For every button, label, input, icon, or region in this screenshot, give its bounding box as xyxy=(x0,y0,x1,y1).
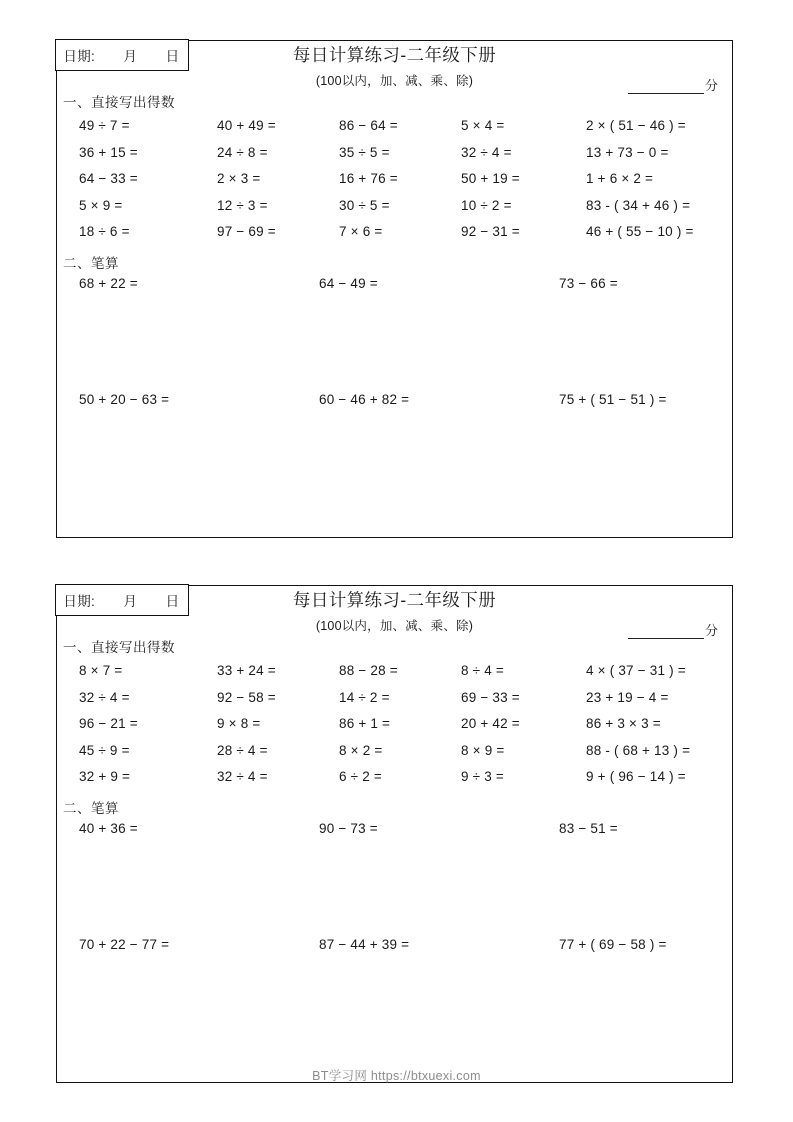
oral-problem[interactable]: 40 + 49 = xyxy=(217,118,276,133)
page-title: 每日计算练习-二年级下册 xyxy=(292,45,497,65)
oral-problem[interactable]: 86 − 64 = xyxy=(339,118,398,133)
oral-problem[interactable]: 88 - ( 68 + 13 ) = xyxy=(586,742,691,758)
oral-problem[interactable]: 32 ÷ 4 = xyxy=(461,144,512,160)
oral-problem[interactable]: 8 × 2 = xyxy=(339,742,383,758)
worksheet-page-1 xyxy=(56,40,733,538)
written-problem[interactable]: 73 − 66 = xyxy=(559,275,618,291)
written-row xyxy=(79,935,732,955)
date-label: 日期: xyxy=(63,49,96,65)
written-answer-space[interactable] xyxy=(79,294,732,390)
oral-problem[interactable]: 23 + 19 − 4 = xyxy=(586,689,669,705)
oral-problem[interactable]: 4 × ( 37 − 31 ) = xyxy=(586,663,686,678)
oral-problem[interactable]: 18 ÷ 6 = xyxy=(79,224,130,239)
date-day-label: 日 xyxy=(165,49,180,65)
section-written-heading: 二、笔算 xyxy=(63,255,119,271)
page-subtitle: (100以内，加、减、乘、除) xyxy=(315,618,474,633)
oral-problem[interactable]: 33 + 24 = xyxy=(217,663,276,678)
oral-problem[interactable]: 5 × 9 = xyxy=(79,197,123,213)
oral-problem[interactable]: 69 − 33 = xyxy=(461,689,520,705)
oral-problem[interactable]: 88 − 28 = xyxy=(339,663,398,678)
oral-problem[interactable]: 46 + ( 55 − 10 ) = xyxy=(586,224,694,239)
oral-problem[interactable]: 9 × 8 = xyxy=(217,716,261,731)
written-problem[interactable]: 83 − 51 = xyxy=(559,820,618,836)
score-slot[interactable] xyxy=(628,620,718,639)
oral-problem[interactable]: 32 ÷ 4 = xyxy=(79,689,130,705)
oral-problem[interactable]: 64 − 33 = xyxy=(79,171,138,186)
section-oral-heading: 一、直接写出得数 xyxy=(63,95,175,110)
oral-exercise-grid-page-2 xyxy=(57,658,732,791)
oral-problem[interactable]: 12 ÷ 3 = xyxy=(217,197,268,213)
written-problem[interactable]: 75 + ( 51 − 51 ) = xyxy=(559,391,667,407)
oral-problem[interactable]: 10 ÷ 2 = xyxy=(461,197,512,213)
written-problem[interactable]: 50 + 20 − 63 = xyxy=(79,391,170,407)
written-answer-space[interactable] xyxy=(79,839,732,935)
oral-problem[interactable]: 50 + 19 = xyxy=(461,171,520,186)
date-box[interactable] xyxy=(55,584,189,616)
section-oral-heading: 一、直接写出得数 xyxy=(63,640,175,655)
written-problem[interactable]: 68 + 22 = xyxy=(79,275,138,291)
oral-problem[interactable]: 14 ÷ 2 = xyxy=(339,689,390,705)
oral-problem[interactable]: 45 ÷ 9 = xyxy=(79,742,130,758)
page-subtitle: (100以内，加、减、乘、除) xyxy=(315,73,474,88)
written-exercise-block-page-2 xyxy=(57,819,732,955)
section-written-heading: 二、笔算 xyxy=(63,800,119,816)
oral-problem[interactable]: 83 - ( 34 + 46 ) = xyxy=(586,197,691,213)
written-problem[interactable]: 40 + 36 = xyxy=(79,820,138,836)
oral-problem[interactable]: 92 − 31 = xyxy=(461,224,520,239)
oral-problem[interactable]: 7 × 6 = xyxy=(339,224,383,239)
written-row xyxy=(79,819,732,839)
oral-problem[interactable]: 20 + 42 = xyxy=(461,716,520,731)
oral-problem[interactable]: 86 + 1 = xyxy=(339,716,391,731)
oral-problem[interactable]: 1 + 6 × 2 = xyxy=(586,171,654,186)
written-row xyxy=(79,390,732,410)
written-problem[interactable]: 87 − 44 + 39 = xyxy=(319,936,410,952)
oral-problem[interactable]: 8 × 9 = xyxy=(461,742,505,758)
oral-problem[interactable]: 32 + 9 = xyxy=(79,769,131,784)
oral-problem[interactable]: 32 ÷ 4 = xyxy=(217,769,268,784)
oral-problem[interactable]: 16 + 76 = xyxy=(339,171,398,186)
written-problem[interactable]: 70 + 22 − 77 = xyxy=(79,936,170,952)
date-label: 日期: xyxy=(63,594,96,610)
page-title: 每日计算练习-二年级下册 xyxy=(292,590,497,610)
oral-problem[interactable]: 24 ÷ 8 = xyxy=(217,144,268,160)
written-problem[interactable]: 90 − 73 = xyxy=(319,820,378,836)
date-day-label: 日 xyxy=(165,594,180,610)
oral-problem[interactable]: 49 ÷ 7 = xyxy=(79,118,130,133)
oral-problem[interactable]: 97 − 69 = xyxy=(217,224,276,239)
oral-problem[interactable]: 30 ÷ 5 = xyxy=(339,197,390,213)
oral-problem[interactable]: 2 × ( 51 − 46 ) = xyxy=(586,118,686,133)
oral-problem[interactable]: 13 + 73 − 0 = xyxy=(586,144,669,160)
date-month-label: 月 xyxy=(123,49,138,65)
site-watermark: BT学习网 https://btxuexi.com xyxy=(312,1069,481,1083)
oral-problem[interactable]: 35 ÷ 5 = xyxy=(339,144,390,160)
score-blank-line[interactable] xyxy=(628,80,704,94)
oral-problem[interactable]: 6 ÷ 2 = xyxy=(339,769,382,784)
oral-problem[interactable]: 9 ÷ 3 = xyxy=(461,769,504,784)
oral-problem[interactable]: 96 − 21 = xyxy=(79,716,138,731)
oral-problem[interactable]: 86 + 3 × 3 = xyxy=(586,716,661,731)
written-exercise-block-page-1 xyxy=(57,274,732,410)
oral-problem[interactable]: 8 ÷ 4 = xyxy=(461,663,504,678)
date-month-label: 月 xyxy=(123,594,138,610)
oral-problem[interactable]: 9 + ( 96 − 14 ) = xyxy=(586,769,686,784)
oral-problem[interactable]: 92 − 58 = xyxy=(217,689,276,705)
oral-problem[interactable]: 8 × 7 = xyxy=(79,663,123,678)
written-row xyxy=(79,274,732,294)
written-problem[interactable]: 60 − 46 + 82 = xyxy=(319,391,410,407)
written-problem[interactable]: 64 − 49 = xyxy=(319,275,378,291)
oral-exercise-grid-page-1 xyxy=(57,113,732,246)
oral-problem[interactable]: 2 × 3 = xyxy=(217,171,261,186)
score-slot[interactable] xyxy=(628,75,718,94)
page-2-header xyxy=(57,586,732,648)
page-1-header xyxy=(57,41,732,103)
score-unit-label: 分 xyxy=(704,78,718,93)
oral-problem[interactable]: 5 × 4 = xyxy=(461,118,505,133)
worksheet-page-2 xyxy=(56,585,733,1083)
oral-problem[interactable]: 28 ÷ 4 = xyxy=(217,742,268,758)
oral-problem[interactable]: 36 + 15 = xyxy=(79,144,138,160)
date-box[interactable] xyxy=(55,39,189,71)
written-problem[interactable]: 77 + ( 69 − 58 ) = xyxy=(559,936,667,952)
score-unit-label: 分 xyxy=(704,623,718,638)
score-blank-line[interactable] xyxy=(628,625,704,639)
